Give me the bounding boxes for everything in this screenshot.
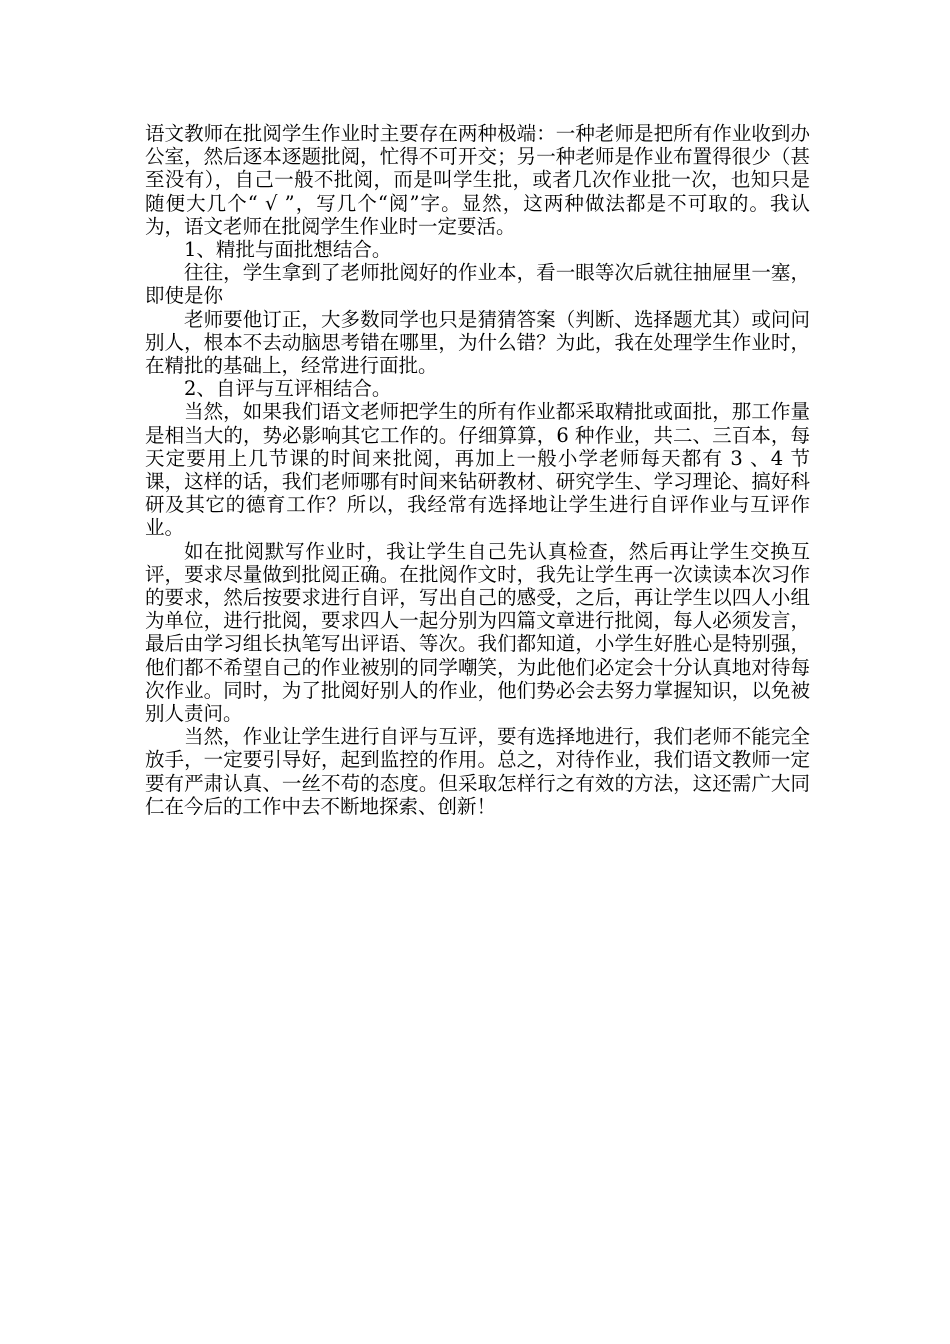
body-paragraph: 老师要他订正，大多数同学也只是猜猜答案（判断、选择题尤其）或问问别人，根本不去动脑思考错在哪里，为什么错？为此，我在处理学生作业时，在精批的基础上，经常进行面批。 — [145, 307, 810, 378]
section-heading-2: 2、自评与互评相结合。 — [184, 377, 392, 401]
section-heading-1: 1、精批与面批想结合。 — [184, 238, 392, 262]
body-paragraph: 如在批阅默写作业时，我让学生自己先认真检查，然后再让学生交换互评，要求尽量做到批阅正确。在批阅作文时，我先让学生再一次读读本次习作的要求，然后按要求进行自评，写出自己的感受，之后，再让学生以四人小组为单位，进行批阅，要求四人一起分别为四篇文章进行批阅，每人必须发言，最后由学习组长执笔写出评语、等次。我们都知道，小学生好胜心是特别强，他们都不希望自己的作业被别的同学嘲笑，为此他们必定会十分认真地对待每次作业。同时，为了批阅好别人的作业，他们势必会去努力掌握知识，以免被别人责问。 — [145, 539, 810, 726]
conclusion-paragraph: 当然，作业让学生进行自评与互评，要有选择地进行，我们老师不能完全放手，一定要引导好，起到监控的作用。总之，对待作业，我们语文教师一定要有严肃认真、一丝不苟的态度。但采取怎样行之有效的方法，这还需广大同仁在今后的工作中去不断地探索、创新！ — [145, 725, 810, 818]
intro-paragraph: 语文教师在批阅学生作业时主要存在两种极端：一种老师是把所有作业收到办公室，然后逐本逐题批阅，忙得不可开交；另一种老师是作业布置得很少（甚至没有），自己一般不批阅，而是叫学生批，或者几次作业批一次，也知只是随便大几个“ √ ”，写几个“阅”字。显然，这两种做法都是不可取的。我认为，语文老师在批阅学生作业时一定要活。 — [145, 122, 810, 238]
body-paragraph: 往往，学生拿到了老师批阅好的作业本，看一眼等次后就往抽屉里一塞，即使是你 — [145, 261, 810, 308]
document-body — [145, 122, 810, 818]
body-paragraph: 当然，如果我们语文老师把学生的所有作业都采取精批或面批，那工作量是相当大的，势必影响其它工作的。仔细算算，6 种作业，共二、三百本，每天定要用上几节课的时间来批阅，再加上一般小学老师每天都有 3 、4 节课，这样的话，我们老师哪有时间来钻研教材、研究学生、学习理论、搞好科研及其它的德育工作？所以，我经常有选择地让学生进行自评作业与互评作业。 — [145, 400, 810, 540]
